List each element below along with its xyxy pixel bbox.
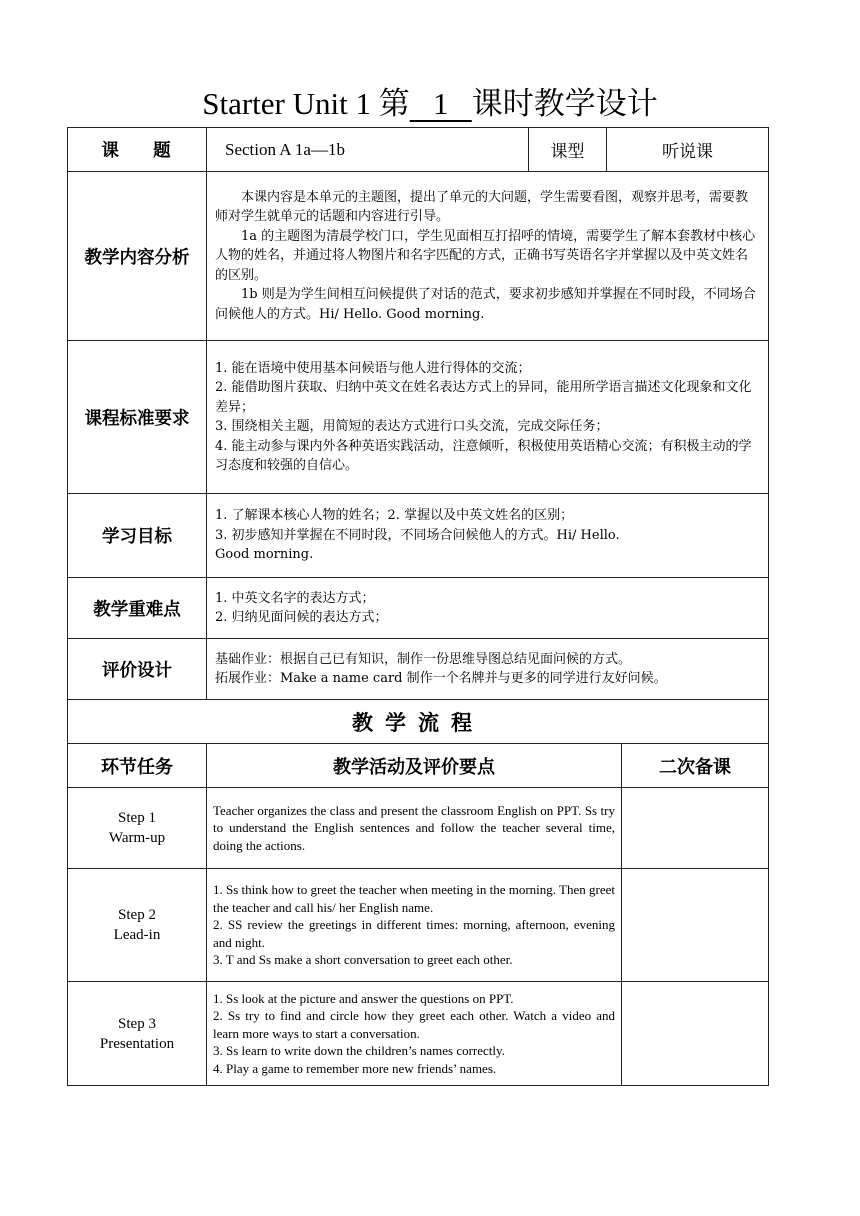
content-analysis-paragraph: 1b 则是为学生间相互问候提供了对话的范式，要求初步感知并掌握在不同时段，不同场合问候他人的方式。Hi/ Hello. Good morning.: [215, 287, 756, 322]
step-notes: [622, 982, 769, 1086]
lesson-plan-table: [67, 127, 769, 1086]
key-points-label: 教学重难点: [68, 578, 207, 639]
objective-line: 1. 了解课本核心人物的姓名；2. 掌握以及中英文姓名的区别；: [215, 508, 574, 524]
activity-line: 2. Ss try to find and circle how they greet each other. Watch a video and learn more ways to start a conversation.: [213, 1008, 615, 1041]
step-notes: [622, 788, 769, 869]
step-activities: [207, 982, 622, 1086]
standards-item: 4. 能主动参与课内外各种英语实践活动，注意倾听，积极使用英语精心交流；有积极主动的学习态度和较强的自信心。: [215, 438, 752, 473]
step-row: [68, 788, 769, 869]
objectives-label: 学习目标: [68, 494, 207, 578]
column-header-activities: 教学活动及评价要点: [207, 744, 622, 788]
step-number: Step 3: [118, 1015, 156, 1032]
title-prefix: Starter Unit 1 第: [202, 86, 410, 121]
standards-item: 3. 围绕相关主题，用简短的表达方式进行口头交流，完成交际任务；: [215, 419, 609, 434]
activity-line: 2. SS review the greetings in different times: morning, afternoon, evening and night.: [213, 917, 615, 950]
topic-value: Section A 1a—1b: [207, 128, 529, 172]
activity-line: 3. T and Ss make a short conversation to greet each other.: [213, 952, 513, 968]
flow-heading: 教学流程: [68, 700, 769, 744]
step-name: Presentation: [99, 1035, 175, 1052]
content-analysis-body: [207, 172, 769, 341]
column-header-step: 环节任务: [68, 744, 207, 788]
objective-line: 3. 初步感知并掌握在不同时段，不同场合问候他人的方式。Hi/ Hello.: [215, 527, 620, 543]
evaluation-row: [68, 639, 769, 700]
step-name: Warm-up: [108, 830, 166, 846]
evaluation-body: [207, 639, 769, 700]
key-point-line: 1. 中英文名字的表达方式；: [215, 590, 375, 606]
standards-body: [207, 341, 769, 494]
flow-heading-row: [68, 700, 769, 744]
step-notes: [622, 869, 769, 982]
step-cell: [68, 788, 207, 869]
standards-item: 2. 能借助图片获取、归纳中英文在姓名表达方式上的异同，能用所学语言描述文化现象和文化差异；: [215, 380, 752, 415]
title-suffix: 课时教学设计: [471, 86, 658, 121]
flow-columns-row: [68, 744, 769, 788]
objectives-body: [207, 494, 769, 578]
step-activities: [207, 788, 622, 869]
key-points-row: [68, 578, 769, 639]
step-cell: [68, 982, 207, 1086]
standards-item: 1. 能在语境中使用基本问候语与他人进行得体的交流；: [215, 360, 531, 376]
content-analysis-label: 教学内容分析: [68, 172, 207, 341]
document-title: [0, 84, 860, 124]
key-point-line: 2. 归纳见面问候的表达方式；: [215, 610, 388, 625]
step-name: Lead-in: [113, 927, 161, 943]
content-analysis-paragraph: 1a 的主题图为清晨学校门口，学生见面相互打招呼的情境，需要学生了解本套教材中核心人物的姓名，并通过将人物图片和名字匹配的方式，正确书写英语名字并掌握以及中英文姓名的区别。: [215, 228, 756, 283]
step-activities: [207, 869, 622, 982]
topic-label: 课 题: [68, 128, 207, 172]
step-number: Step 1: [118, 810, 156, 826]
standards-row: [68, 341, 769, 494]
activity-line: Teacher organizes the class and present the classroom English on PPT. Ss try to understand the English sentences and follow the teacher several time, doing the actions.: [213, 802, 615, 853]
standards-label: 课程标准要求: [68, 341, 207, 494]
lesson-number-blank: 1: [409, 86, 472, 121]
step-number: Step 2: [118, 907, 156, 923]
step-cell: [68, 869, 207, 982]
objectives-row: [68, 494, 769, 578]
key-points-body: [207, 578, 769, 639]
step-row: [68, 982, 769, 1086]
evaluation-label: 评价设计: [68, 639, 207, 700]
evaluation-line: 基础作业：根据自己已有知识，制作一份思维导图总结见面问候的方式。: [215, 651, 632, 667]
content-analysis-row: [68, 172, 769, 341]
content-analysis-paragraph: 本课内容是本单元的主题图，提出了单元的大问题，学生需要看图，观察并思考，需要教师对学生就单元的话题和内容进行引导。: [215, 189, 749, 225]
activity-line: 1. Ss look at the picture and answer the questions on PPT.: [213, 990, 514, 1006]
lesson-type-label: 课型: [529, 128, 607, 172]
objective-line: Good morning.: [215, 547, 314, 563]
topic-row: [68, 128, 769, 172]
column-header-notes: 二次备课: [622, 744, 769, 788]
lesson-type-value: 听说课: [607, 128, 769, 172]
step-row: [68, 869, 769, 982]
activity-line: 1. Ss think how to greet the teacher when meeting in the morning. Then greet the teacher and call his/ her English name.: [213, 882, 615, 915]
evaluation-line: 拓展作业：Make a name card 制作一个名牌并与更多的同学进行友好问候。: [215, 671, 667, 686]
activity-line: 3. Ss learn to write down the children’s names correctly.: [213, 1043, 505, 1059]
activity-line: 4. Play a game to remember more new friends’ names.: [213, 1060, 497, 1076]
